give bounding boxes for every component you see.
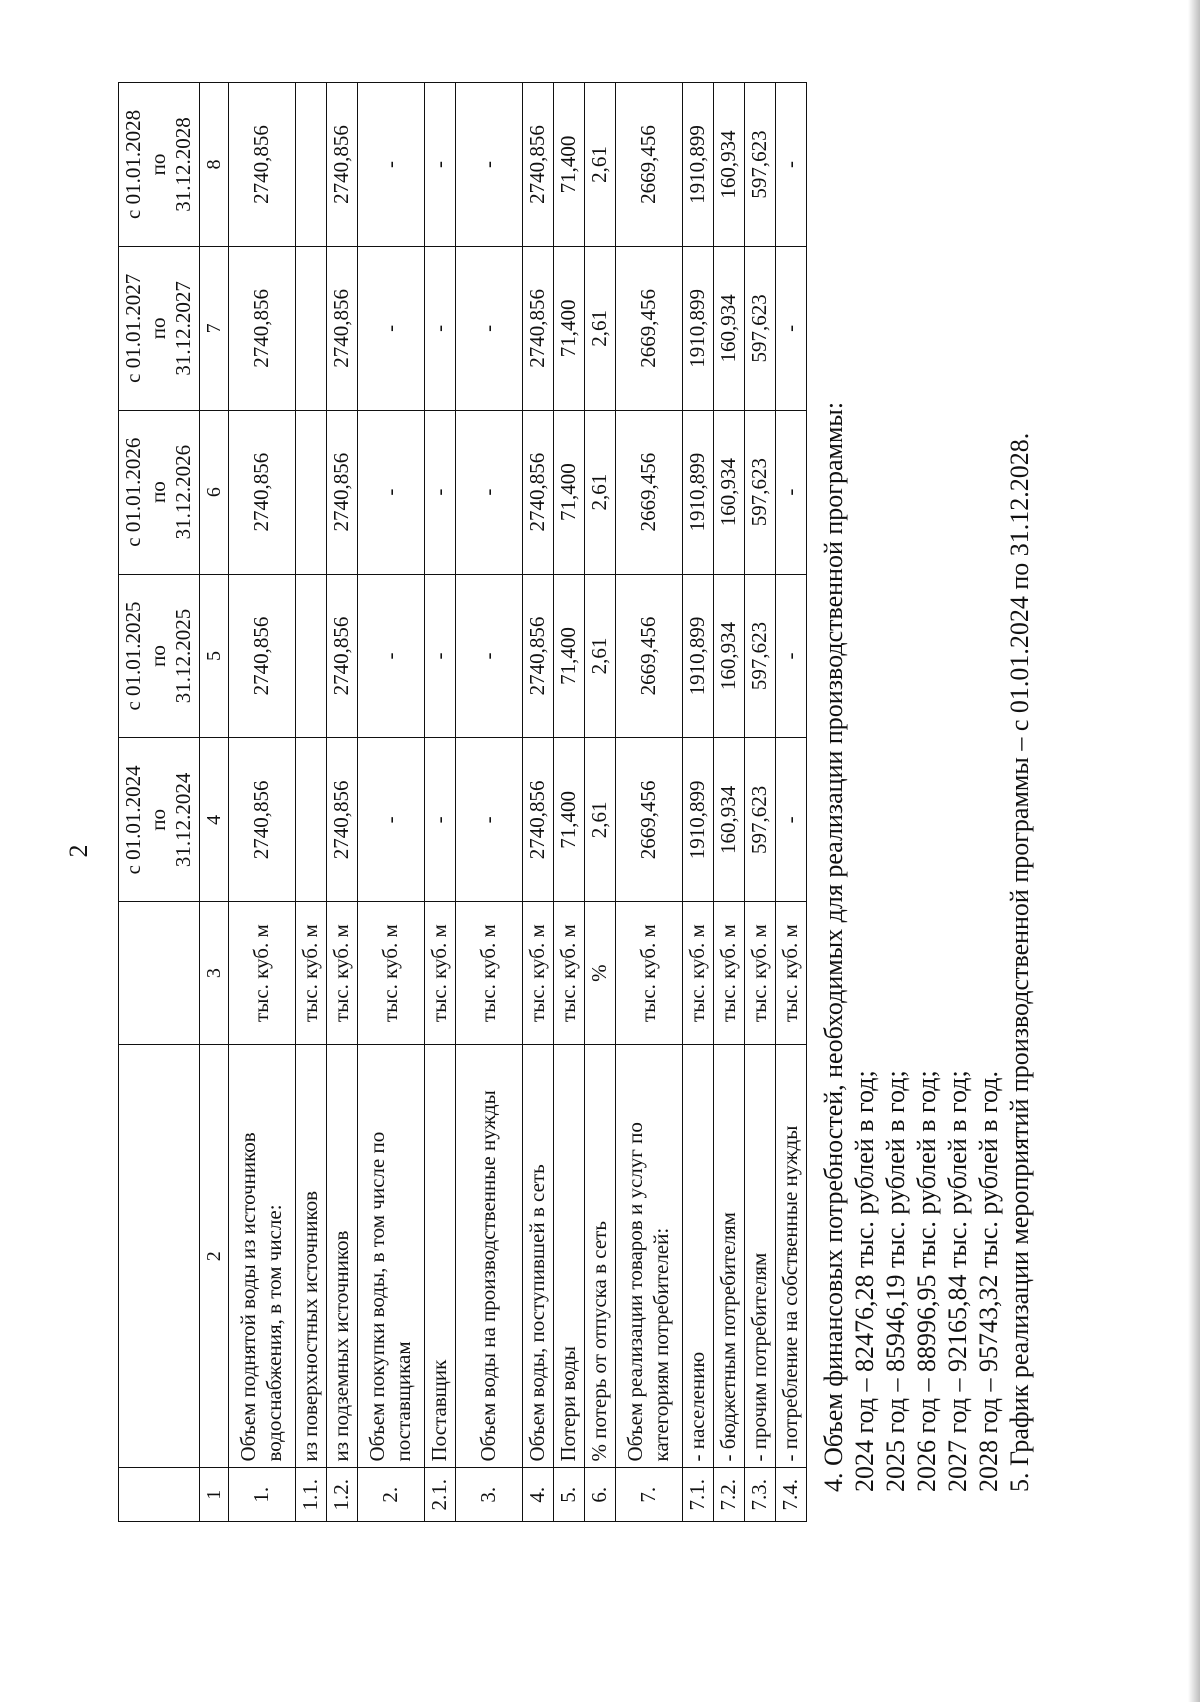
column-index-row [199,83,228,1522]
row-value: 2,61 [584,83,615,247]
row-value: 2740,856 [228,83,295,247]
column-index: 2 [199,1044,228,1468]
row-number: 6. [584,1468,615,1522]
period-start: с 01.01.2028 [121,109,145,219]
row-value: 1910,899 [682,410,713,574]
period-start: с 01.01.2025 [121,601,145,711]
header-period-2025 [119,574,200,738]
row-value: 2740,856 [326,246,357,410]
financial-needs-line: 2026 год – 88996,95 тыс. рублей в год; [912,1070,941,1492]
row-value: - [775,738,806,902]
row-value: 1910,899 [682,246,713,410]
row-value: 2740,856 [228,574,295,738]
row-value: 597,623 [744,738,775,902]
table-row [326,83,357,1522]
production-program-table [118,82,807,1522]
row-value: 2,61 [584,410,615,574]
header-cell-empty [119,1044,200,1468]
table-row [553,83,584,1522]
row-name: Объем воды на производственные нужды [455,1044,522,1468]
row-unit: тыс. куб. м [228,902,295,1045]
row-value: 160,934 [713,83,744,247]
header-period-2024 [119,738,200,902]
period-to: по [146,153,171,176]
row-value: 71,400 [553,738,584,902]
row-name: Объем покупки воды, в том числе по поставщикам [357,1044,424,1468]
row-value: 2740,856 [522,83,553,247]
table-row [357,83,424,1522]
row-value: 160,934 [713,246,744,410]
row-unit: тыс. куб. м [775,902,806,1045]
row-value: - [424,738,455,902]
row-unit: тыс. куб. м [424,902,455,1045]
row-name: Потери воды [553,1044,584,1468]
row-value: 2740,856 [228,410,295,574]
column-index: 1 [199,1468,228,1522]
row-name: - прочим потребителям [744,1044,775,1468]
row-name: из подземных источников [326,1044,357,1468]
column-index: 3 [199,902,228,1045]
row-value: - [357,738,424,902]
schedule-line: 5. График реализации мероприятий производственной программы – с 01.01.2024 по 31.12.2028. [1005,432,1034,1492]
row-value [295,410,326,574]
financial-needs-line: 2028 год – 95743,32 тыс. рублей в год. [974,1071,1003,1492]
page-number: 2 [64,844,93,858]
row-value: - [775,246,806,410]
row-value: 2,61 [584,246,615,410]
row-value: - [455,410,522,574]
table-row [228,83,295,1522]
row-number: 7.4. [775,1468,806,1522]
row-value: - [775,83,806,247]
row-value: 2740,856 [522,410,553,574]
row-value: 2,61 [584,574,615,738]
row-value: 2,61 [584,738,615,902]
row-unit: тыс. куб. м [744,902,775,1045]
header-cell-empty [119,902,200,1045]
row-unit: тыс. куб. м [553,902,584,1045]
row-unit: тыс. куб. м [357,902,424,1045]
row-number: 3. [455,1468,522,1522]
row-value: 2669,456 [615,410,682,574]
period-start: с 01.01.2024 [121,765,145,875]
row-name: - потребление на собственные нужды [775,1044,806,1468]
row-value: 160,934 [713,738,744,902]
row-number: 7.3. [744,1468,775,1522]
row-value [295,738,326,902]
row-value: 160,934 [713,410,744,574]
row-value: - [357,83,424,247]
table-body [119,83,807,1522]
row-value: - [424,246,455,410]
row-value: 2740,856 [326,83,357,247]
period-to: по [146,317,171,340]
row-value: - [357,246,424,410]
row-value: - [424,574,455,738]
row-value: 2740,856 [326,738,357,902]
row-number: 7. [615,1468,682,1522]
row-value: 160,934 [713,574,744,738]
row-unit: тыс. куб. м [682,902,713,1045]
period-end: 31.12.2024 [171,772,196,868]
row-value: 2740,856 [228,738,295,902]
row-name: - бюджетным потребителям [713,1044,744,1468]
period-end: 31.12.2027 [171,281,196,376]
row-number: 1. [228,1468,295,1522]
row-value: 597,623 [744,83,775,247]
row-unit: % [584,902,615,1045]
row-number: 7.2. [713,1468,744,1522]
row-unit: тыс. куб. м [455,902,522,1045]
row-number: 2. [357,1468,424,1522]
row-value: 71,400 [553,246,584,410]
row-value: - [424,410,455,574]
row-value: - [455,574,522,738]
period-end: 31.12.2028 [171,117,196,212]
row-value: - [775,410,806,574]
row-unit: тыс. куб. м [295,902,326,1045]
financial-needs-title: 4. Объем финансовых потребностей, необходимых для реализации производственной программы: [819,401,848,1492]
row-value: - [455,246,522,410]
row-value: - [357,574,424,738]
row-value: 71,400 [553,410,584,574]
period-end: 31.12.2025 [171,608,196,704]
row-name: Объем реализации товаров и услуг по категориям потребителей: [615,1044,682,1468]
column-index: 7 [199,246,228,410]
row-value: - [424,83,455,247]
row-number: 4. [522,1468,553,1522]
header-period-2026 [119,410,200,574]
header-row [119,83,200,1522]
row-name: из поверхностных источников [295,1044,326,1468]
row-value: - [455,83,522,247]
row-value: 2669,456 [615,574,682,738]
table-row [522,83,553,1522]
financial-needs-line: 2024 год – 82476,28 тыс. рублей в год; [850,1070,879,1492]
row-value: 2740,856 [326,410,357,574]
column-index: 4 [199,738,228,902]
row-value: 1910,899 [682,574,713,738]
header-cell-empty [119,1468,200,1522]
period-start: с 01.01.2026 [121,437,145,547]
header-period-2027 [119,246,200,410]
row-value: - [775,574,806,738]
table-row [455,83,522,1522]
table-row [295,83,326,1522]
financial-needs-line: 2025 год – 85946,19 тыс. рублей в год; [881,1070,910,1492]
row-value: 2669,456 [615,738,682,902]
row-value: 2740,856 [228,246,295,410]
row-value: 2740,856 [522,738,553,902]
row-value [295,246,326,410]
row-name: % потерь от отпуска в сеть [584,1044,615,1468]
table-row [682,83,713,1522]
period-start: с 01.01.2027 [121,273,145,383]
row-name: Поставщик [424,1044,455,1468]
row-value [295,83,326,247]
row-value: 71,400 [553,83,584,247]
row-value: 2669,456 [615,83,682,247]
row-number: 7.1. [682,1468,713,1522]
notes-section [818,72,1035,1492]
column-index: 5 [199,574,228,738]
row-unit: тыс. куб. м [615,902,682,1045]
row-value: 597,623 [744,410,775,574]
row-name: Объем воды, поступившей в сеть [522,1044,553,1468]
row-value: 71,400 [553,574,584,738]
row-number: 1.2. [326,1468,357,1522]
header-period-2028 [119,83,200,247]
table-row [424,83,455,1522]
table-row [584,83,615,1522]
period-to: по [146,808,171,831]
period-to: по [146,645,171,667]
row-value: 597,623 [744,574,775,738]
period-end: 31.12.2026 [171,444,196,540]
row-value: 2740,856 [522,574,553,738]
row-name: Объем поднятой воды из источников водоснабжения, в том числе: [228,1044,295,1468]
row-value: - [357,410,424,574]
column-index: 6 [199,410,228,574]
row-value: - [455,738,522,902]
column-index: 8 [199,83,228,247]
row-value: 1910,899 [682,738,713,902]
row-value [295,574,326,738]
row-number: 2.1. [424,1468,455,1522]
row-value: 1910,899 [682,83,713,247]
row-value: 597,623 [744,246,775,410]
row-number: 1.1. [295,1468,326,1522]
financial-needs-line: 2027 год – 92165,84 тыс. рублей в год; [943,1070,972,1492]
table-row [713,83,744,1522]
row-unit: тыс. куб. м [326,902,357,1045]
row-unit: тыс. куб. м [713,902,744,1045]
table-row [615,83,682,1522]
row-value: 2669,456 [615,246,682,410]
row-name: - населению [682,1044,713,1468]
row-unit: тыс. куб. м [522,902,553,1045]
row-number: 5. [553,1468,584,1522]
period-to: по [146,481,171,504]
table-row [744,83,775,1522]
row-value: 2740,856 [522,246,553,410]
table-row [775,83,806,1522]
row-value: 2740,856 [326,574,357,738]
